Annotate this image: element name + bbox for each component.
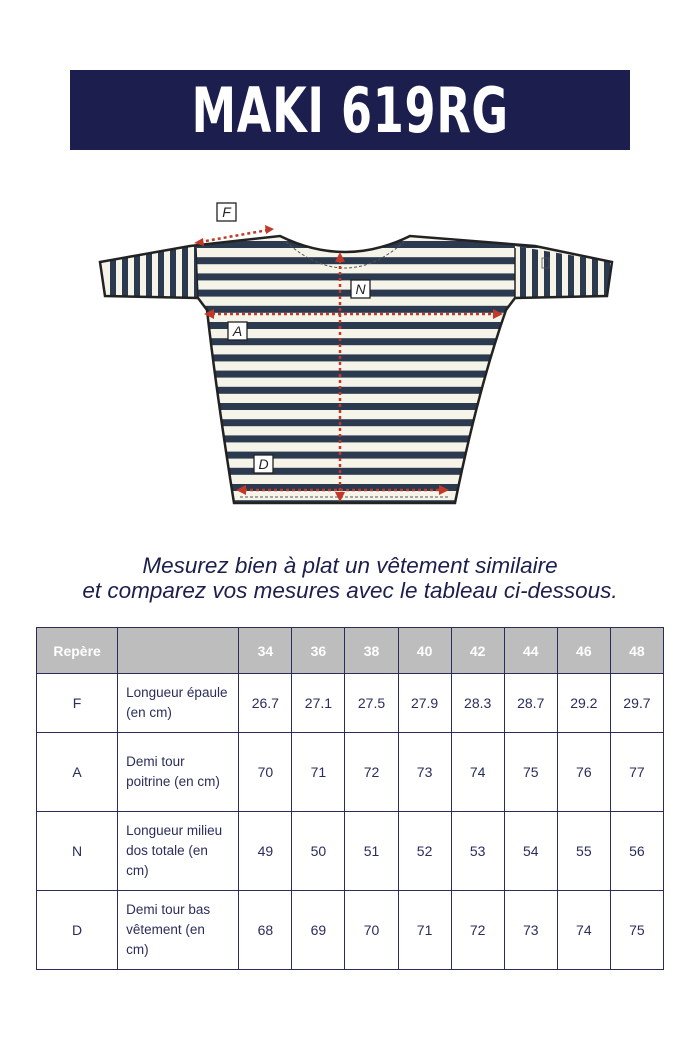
cell-value: 55: [557, 812, 610, 891]
size-table: [36, 627, 664, 970]
cell-value: 56: [610, 812, 663, 891]
cell-value: 74: [451, 733, 504, 812]
cell-value: 72: [451, 891, 504, 970]
cell-value: 77: [610, 733, 663, 812]
label-d: [254, 455, 273, 473]
table-header-row: [37, 628, 664, 674]
cell-value: 70: [239, 733, 292, 812]
table-row: [37, 674, 664, 733]
title-banner: [70, 70, 630, 150]
svg-text:N: N: [355, 281, 366, 297]
row-repere: D: [37, 891, 118, 970]
header-size-40: 40: [398, 628, 451, 674]
header-size-44: 44: [504, 628, 557, 674]
cell-value: 28.3: [451, 674, 504, 733]
cell-value: 75: [610, 891, 663, 970]
cell-value: 76: [557, 733, 610, 812]
stripe: [90, 452, 620, 459]
row-repere: N: [37, 812, 118, 891]
cell-value: 69: [292, 891, 345, 970]
cell-value: 71: [292, 733, 345, 812]
table-row: [37, 891, 664, 970]
row-label: Demi tour poitrine (en cm): [118, 733, 239, 812]
stripe: [134, 240, 140, 305]
cell-value: 50: [292, 812, 345, 891]
cell-value: 49: [239, 812, 292, 891]
header-size-46: 46: [557, 628, 610, 674]
cell-value: 68: [239, 891, 292, 970]
cell-value: 73: [504, 891, 557, 970]
stripe: [90, 306, 620, 313]
stripe: [90, 338, 620, 345]
product-title: MAKI 619RG: [191, 73, 509, 147]
stripe: [568, 240, 574, 305]
cell-value: 26.7: [239, 674, 292, 733]
stripe: [520, 240, 526, 305]
stripe: [90, 322, 620, 329]
header-size-36: 36: [292, 628, 345, 674]
header-repere: Repère: [37, 628, 118, 674]
row-label: Longueur milieu dos totale (en cm): [118, 812, 239, 891]
row-repere: F: [37, 674, 118, 733]
label-f: [217, 203, 236, 221]
label-a: [228, 322, 247, 340]
row-repere: A: [37, 733, 118, 812]
table-row: [37, 812, 664, 891]
header-label: [118, 628, 239, 674]
stripe: [90, 354, 620, 361]
cell-value: 71: [398, 891, 451, 970]
cell-value: 75: [504, 733, 557, 812]
measurement-instructions: [0, 553, 700, 603]
garment-body: [90, 230, 620, 510]
stripe: [90, 371, 620, 378]
cell-value: 27.9: [398, 674, 451, 733]
cell-value: 53: [451, 812, 504, 891]
cell-value: 72: [345, 733, 398, 812]
stripe: [90, 403, 620, 410]
header-size-42: 42: [451, 628, 504, 674]
stripe: [146, 240, 152, 305]
instructions-line-1: Mesurez bien à plat un vêtement similaire: [142, 553, 558, 578]
garment-measurement-diagram: [90, 195, 620, 515]
cell-value: 29.2: [557, 674, 610, 733]
cell-value: 74: [557, 891, 610, 970]
cell-value: 29.7: [610, 674, 663, 733]
cell-value: 28.7: [504, 674, 557, 733]
stripe: [532, 240, 538, 305]
svg-text:F: F: [222, 204, 231, 220]
cell-value: 27.1: [292, 674, 345, 733]
cell-value: 51: [345, 812, 398, 891]
header-size-34: 34: [239, 628, 292, 674]
svg-text:D: D: [258, 456, 269, 472]
cell-value: 70: [345, 891, 398, 970]
row-label: Demi tour bas vêtement (en cm): [118, 891, 239, 970]
header-size-38: 38: [345, 628, 398, 674]
stripe: [90, 435, 620, 442]
cell-value: 73: [398, 733, 451, 812]
table-row: [37, 733, 664, 812]
instructions-line-2: et comparez vos mesures avec le tableau ci-dessous.: [82, 578, 618, 603]
label-n: [351, 280, 370, 298]
cell-value: 27.5: [345, 674, 398, 733]
row-label: Longueur épaule (en cm): [118, 674, 239, 733]
cell-value: 54: [504, 812, 557, 891]
stripe: [182, 240, 188, 305]
stripe: [90, 387, 620, 394]
stripe: [90, 468, 620, 475]
header-size-48: 48: [610, 628, 663, 674]
cell-value: 52: [398, 812, 451, 891]
stripe: [90, 419, 620, 426]
svg-text:A: A: [232, 323, 243, 339]
